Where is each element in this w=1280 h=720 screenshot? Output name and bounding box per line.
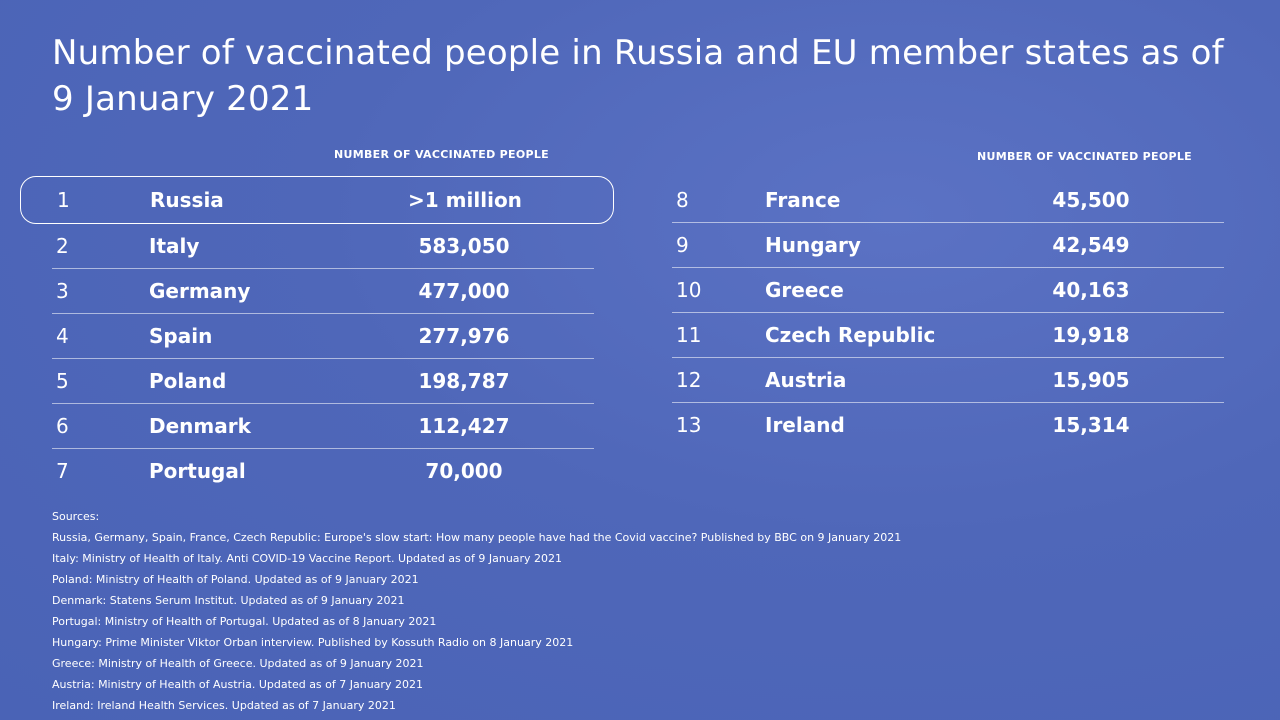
table-row-highlight xyxy=(20,176,614,224)
rank: 5 xyxy=(56,369,69,393)
source-line: Poland: Ministry of Health of Poland. Updated as of 9 January 2021 xyxy=(52,573,419,586)
table-row xyxy=(672,403,1224,447)
country: Poland xyxy=(149,369,227,393)
rank: 9 xyxy=(676,233,689,257)
vaccinated-count: 15,314 xyxy=(1052,413,1130,437)
table-row xyxy=(52,224,594,269)
table-row xyxy=(672,268,1224,313)
rank: 6 xyxy=(56,414,69,438)
rank: 8 xyxy=(676,188,689,212)
rank: 10 xyxy=(676,278,702,302)
source-line: Ireland: Ireland Health Services. Updated as of 7 January 2021 xyxy=(52,699,396,712)
vaccinated-count: 70,000 xyxy=(425,459,503,483)
right-table xyxy=(672,178,1224,447)
source-line: Greece: Ministry of Health of Greece. Updated as of 9 January 2021 xyxy=(52,657,424,670)
country: Greece xyxy=(765,278,844,302)
rank: 4 xyxy=(56,324,69,348)
table-row xyxy=(52,449,594,493)
table-row xyxy=(52,314,594,359)
source-line: Austria: Ministry of Health of Austria. Updated as of 7 January 2021 xyxy=(52,678,423,691)
table-row xyxy=(672,358,1224,403)
table-row xyxy=(52,359,594,404)
country: Ireland xyxy=(765,413,845,437)
source-line: Italy: Ministry of Health of Italy. Anti COVID-19 Vaccine Report. Updated as of 9 January 2021 xyxy=(52,552,563,565)
country: Czech Republic xyxy=(765,323,936,347)
rank: 13 xyxy=(676,413,702,437)
country: Austria xyxy=(765,368,847,392)
country: Portugal xyxy=(149,459,246,483)
vaccinated-count: >1 million xyxy=(408,188,522,212)
vaccinated-count: 19,918 xyxy=(1052,323,1130,347)
rank: 11 xyxy=(676,323,702,347)
country: Hungary xyxy=(765,233,861,257)
vaccinated-count: 45,500 xyxy=(1052,188,1130,212)
table-row xyxy=(52,269,594,314)
vaccinated-count: 40,163 xyxy=(1052,278,1130,302)
left-table xyxy=(52,178,594,493)
vaccinated-count: 42,549 xyxy=(1052,233,1130,257)
source-line: Russia, Germany, Spain, France, Czech Republic: Europe's slow start: How many people have had the Covid vaccine? Published by BBC on 9 January 2021 xyxy=(52,531,902,544)
sources-label: Sources: xyxy=(52,510,100,523)
right-column-header: NUMBER OF VACCINATED PEOPLE xyxy=(977,150,1192,163)
table-row xyxy=(672,223,1224,268)
sources xyxy=(52,506,1152,716)
vaccinated-count: 15,905 xyxy=(1052,368,1130,392)
country: Spain xyxy=(149,324,213,348)
rank: 3 xyxy=(56,279,69,303)
country: Germany xyxy=(149,279,251,303)
left-column-header: NUMBER OF VACCINATED PEOPLE xyxy=(334,148,549,161)
rank: 2 xyxy=(56,234,69,258)
page-title: Number of vaccinated people in Russia and EU member states as of 9 January 2021 xyxy=(52,33,1224,119)
rank: 1 xyxy=(57,188,70,212)
table-row xyxy=(672,178,1224,223)
source-line: Portugal: Ministry of Health of Portugal. Updated as of 8 January 2021 xyxy=(52,615,437,628)
source-line: Denmark: Statens Serum Institut. Updated as of 9 January 2021 xyxy=(52,594,405,607)
vaccinated-count: 583,050 xyxy=(418,234,510,258)
country: Denmark xyxy=(149,414,251,438)
vaccinated-count: 112,427 xyxy=(418,414,510,438)
vaccinated-count: 477,000 xyxy=(418,279,510,303)
vaccinated-count: 198,787 xyxy=(418,369,510,393)
country: Italy xyxy=(149,234,200,258)
rank: 12 xyxy=(676,368,702,392)
vaccinated-count: 277,976 xyxy=(418,324,510,348)
rank: 7 xyxy=(56,459,69,483)
source-line: Hungary: Prime Minister Viktor Orban interview. Published by Kossuth Radio on 8 January 2021 xyxy=(52,636,574,649)
table-row xyxy=(672,313,1224,358)
country: France xyxy=(765,188,841,212)
country: Russia xyxy=(150,188,224,212)
table-row xyxy=(52,404,594,449)
